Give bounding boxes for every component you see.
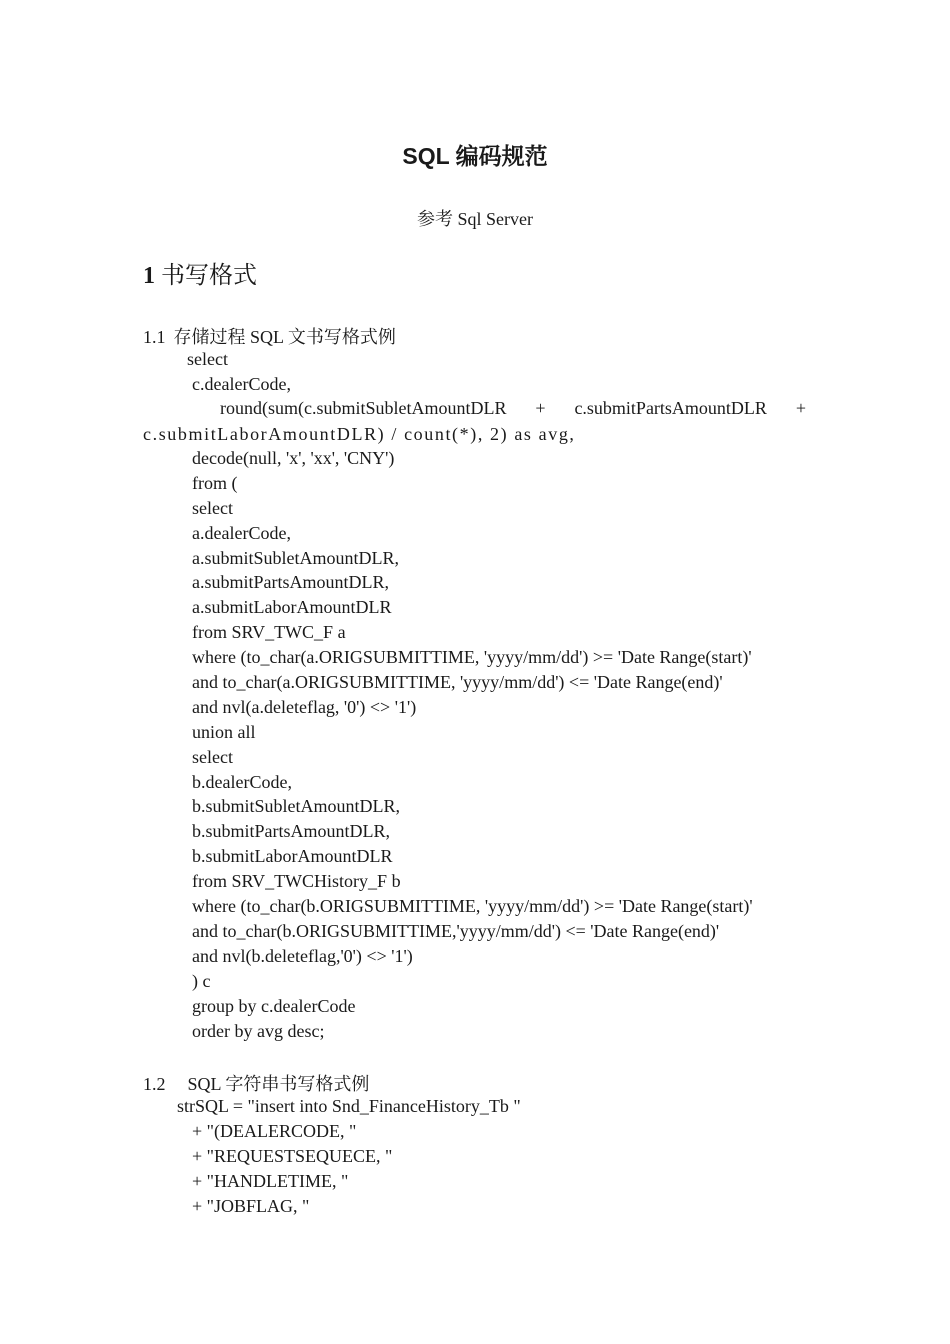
- code-line: c.submitLaborAmountDLR) / count(*), 2) as avg,: [143, 424, 576, 444]
- document-title: SQL 编码规范: [402, 143, 548, 169]
- code-line: b.submitSubletAmountDLR,: [192, 796, 401, 816]
- document-subtitle: 参考 Sql Server: [417, 209, 533, 229]
- code-line: b.submitPartsAmountDLR,: [192, 821, 391, 841]
- code-line: group by c.dealerCode: [192, 996, 356, 1016]
- code-line: a.submitPartsAmountDLR,: [192, 572, 389, 592]
- code-line: c.dealerCode,: [192, 374, 291, 394]
- section-title: 书写格式: [161, 263, 257, 289]
- code-line: a.submitLaborAmountDLR: [192, 597, 392, 617]
- code-line: select: [192, 498, 233, 518]
- code-line: + "REQUESTSEQUECE, ": [192, 1146, 393, 1166]
- code-line: + "JOBFLAG, ": [192, 1196, 310, 1216]
- section-number: 1.1: [143, 327, 166, 347]
- section-number: 1: [143, 263, 155, 289]
- code-line: + "(DEALERCODE, ": [192, 1121, 357, 1141]
- code-line: order by avg desc;: [192, 1021, 325, 1041]
- code-line: a.submitSubletAmountDLR,: [192, 548, 399, 568]
- code-line: decode(null, 'x', 'xx', 'CNY'): [192, 448, 395, 468]
- code-line: b.dealerCode,: [192, 772, 292, 792]
- code-line: from (: [192, 473, 238, 493]
- code-line: select: [187, 349, 228, 369]
- code-line: from SRV_TWC_F a: [192, 622, 346, 642]
- code-token: c.submitPartsAmountDLR: [574, 398, 767, 418]
- code-line: and to_char(b.ORIGSUBMITTIME,'yyyy/mm/dd') <= 'Date Range(end)': [192, 921, 720, 941]
- code-line: ) c: [192, 971, 211, 991]
- section-1-heading: [143, 255, 257, 290]
- section-1-2-heading: [143, 1070, 369, 1096]
- code-token: +: [535, 398, 546, 418]
- code-line: a.dealerCode,: [192, 523, 291, 543]
- code-line: where (to_char(b.ORIGSUBMITTIME, 'yyyy/mm/dd') >= 'Date Range(start)': [192, 896, 753, 916]
- code-line: where (to_char(a.ORIGSUBMITTIME, 'yyyy/mm/dd') >= 'Date Range(start)': [192, 647, 752, 667]
- section-1-1-heading: [143, 323, 396, 349]
- code-line-justified: [220, 398, 806, 418]
- code-token: round(sum(c.submitSubletAmountDLR: [220, 398, 507, 418]
- code-line: and nvl(b.deleteflag,'0') <> '1'): [192, 946, 413, 966]
- code-line: from SRV_TWCHistory_F b: [192, 871, 401, 891]
- code-line: and to_char(a.ORIGSUBMITTIME, 'yyyy/mm/dd') <= 'Date Range(end)': [192, 672, 723, 692]
- code-line: and nvl(a.deleteflag, '0') <> '1'): [192, 697, 417, 717]
- section-title: 存储过程 SQL 文书写格式例: [173, 327, 396, 347]
- section-number: 1.2: [143, 1074, 166, 1094]
- code-line: select: [192, 747, 233, 767]
- section-title: SQL 字符串书写格式例: [187, 1074, 370, 1094]
- code-line: + "HANDLETIME, ": [192, 1171, 349, 1191]
- code-line: union all: [192, 722, 256, 742]
- code-line: strSQL = "insert into Snd_FinanceHistory_Tb ": [177, 1096, 521, 1116]
- code-token: +: [795, 398, 806, 418]
- code-line: b.submitLaborAmountDLR: [192, 846, 393, 866]
